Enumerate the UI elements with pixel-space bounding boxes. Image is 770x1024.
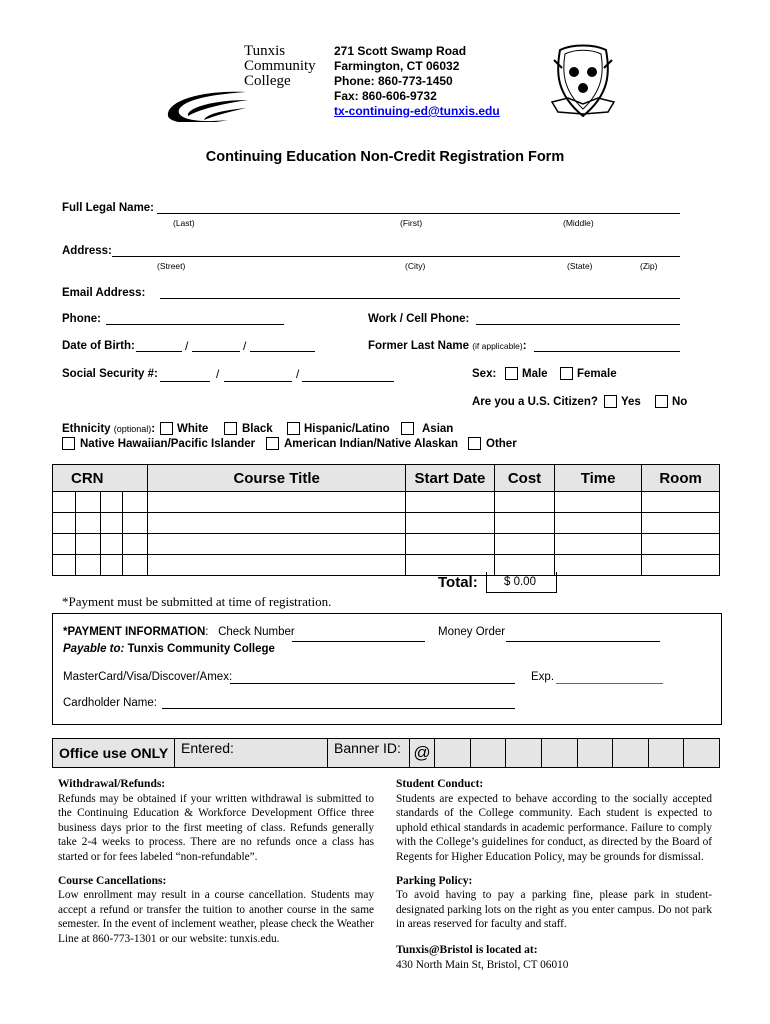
full-name-field[interactable] [157, 213, 680, 214]
phone-label: Phone: [62, 313, 101, 325]
address-label: Address: [62, 245, 112, 257]
payment-info-row: *PAYMENT INFORMATION: Check Number [63, 626, 295, 638]
time-header: Time [555, 465, 642, 492]
dob-separator: / [243, 339, 247, 353]
college-name-line-2: Community [244, 58, 316, 74]
conduct-text: Students are expected to behave according to the socially accepted standards of the College community. Each student is expected to uphold ethical standards in academic performance. Failure to comply with the College’s guidelines for conduct, as directed by the Board of Regents for Higher Education Policy, may be grounds for dismissal. [396, 792, 712, 863]
college-name-line-3: College [244, 73, 291, 89]
payee-name: Tunxis Community College [127, 643, 275, 655]
check-number-field[interactable] [292, 641, 425, 642]
former-name-label: Former Last Name (if applicable): [368, 340, 527, 352]
check-number-label: Check Number [218, 626, 295, 638]
ethnicity-asian-label: Asian [422, 423, 454, 435]
total-label: Total: [438, 574, 478, 591]
address-line: 271 Scott Swamp Road [334, 44, 467, 58]
male-label: Male [522, 368, 548, 380]
banner-digit-box[interactable] [506, 739, 542, 768]
ethnicity-other-checkbox[interactable] [468, 437, 481, 450]
dob-month-field[interactable] [136, 351, 182, 352]
ethnicity-black-checkbox[interactable] [224, 422, 237, 435]
total-amount: $ 0.00 [504, 576, 536, 588]
office-use-label: Office use ONLY [53, 739, 175, 768]
citizen-yes-label: Yes [621, 396, 641, 408]
crn-header: CRN [53, 465, 148, 492]
if-applicable-note: (if applicable) [472, 341, 523, 351]
banner-digit-box[interactable] [577, 739, 613, 768]
ethnicity-hawaiian-label: Native Hawaiian/Pacific Islander [80, 438, 256, 450]
ethnicity-text: Ethnicity [62, 423, 111, 435]
policies-right [396, 777, 712, 972]
ethnicity-native-checkbox[interactable] [266, 437, 279, 450]
ssn-part-2-field[interactable] [224, 381, 292, 382]
male-checkbox[interactable] [505, 367, 518, 380]
payment-info-label: *PAYMENT INFORMATION [63, 626, 206, 638]
email-link[interactable]: tx-continuing-ed@tunxis.edu [334, 104, 500, 118]
phone-line: Phone: 860-773-1450 [334, 74, 453, 88]
parking-title: Parking Policy: [396, 874, 473, 887]
banner-digit-box[interactable] [613, 739, 649, 768]
citizen-yes-checkbox[interactable] [604, 395, 617, 408]
work-phone-field[interactable] [476, 324, 680, 325]
withdrawal-text: Refunds may be obtained if your written withdrawal is submitted to the Continuing Education & Workforce Development Office three business days prior to the first meeting of class. Refunds generally take 2-4 weeks to process. There are no refunds once a class has started or for fees labeled “non-refundable”. [58, 792, 374, 863]
table-row[interactable] [53, 555, 720, 576]
ssn-separator: / [296, 367, 300, 381]
course-table [52, 464, 720, 576]
ethnicity-native-label: American Indian/Native Alaskan [284, 438, 459, 450]
former-name-field[interactable] [534, 351, 680, 352]
state-seal-icon [548, 42, 618, 122]
course-table-header [53, 465, 720, 492]
parking-text: To avoid having to pay a parking fine, please park in student-designated parking lots on the right as you enter campus. Do not park in areas reserved for faculty and staff. [396, 889, 712, 931]
ethnicity-asian-checkbox[interactable] [401, 422, 414, 435]
course-title-header: Course Title [148, 465, 406, 492]
policies-left [58, 777, 374, 947]
fax-line: Fax: 860-606-9732 [334, 89, 437, 103]
first-label: (First) [400, 218, 423, 228]
work-phone-label: Work / Cell Phone: [368, 313, 470, 325]
dob-separator: / [185, 339, 189, 353]
ssn-label: Social Security #: [62, 368, 158, 380]
street-label: (Street) [157, 261, 186, 271]
ssn-part-1-field[interactable] [160, 381, 210, 382]
cost-header: Cost [494, 465, 554, 492]
phone-field[interactable] [106, 324, 284, 325]
citizen-no-checkbox[interactable] [655, 395, 668, 408]
ethnicity-white-label: White [177, 423, 209, 435]
middle-label: (Middle) [563, 218, 594, 228]
withdrawal-title: Withdrawal/Refunds: [58, 778, 166, 790]
cards-label: MasterCard/Visa/Discover/Amex: [63, 671, 233, 683]
sex-label: Sex: [472, 368, 497, 380]
former-name-text: Former Last Name [368, 340, 469, 352]
contact-block [334, 44, 500, 119]
ssn-part-3-field[interactable] [302, 381, 394, 382]
full-name-label: Full Legal Name: [62, 202, 155, 214]
banner-digit-box[interactable] [648, 739, 684, 768]
cardholder-field[interactable] [162, 708, 515, 709]
banner-digit-box[interactable] [541, 739, 577, 768]
dob-label: Date of Birth: [62, 340, 135, 352]
table-row[interactable] [53, 534, 720, 555]
female-label: Female [577, 368, 617, 380]
college-logo [158, 40, 328, 122]
conduct-title: Student Conduct: [396, 778, 484, 790]
table-row[interactable] [53, 492, 720, 513]
banner-id-label: Banner ID: [328, 739, 410, 768]
money-order-field[interactable] [506, 641, 660, 642]
ethnicity-other-label: Other [486, 438, 517, 450]
city-line: Farmington, CT 06032 [334, 59, 460, 73]
ethnicity-hispanic-label: Hispanic/Latino [304, 423, 390, 435]
ethnicity-label: Ethnicity (optional): [62, 423, 156, 435]
citizen-no-label: No [672, 396, 688, 408]
bristol-title: Tunxis@Bristol is located at: [396, 943, 538, 956]
ethnicity-white-checkbox[interactable] [160, 422, 173, 435]
money-order-label: Money Order [438, 626, 506, 638]
cancellations-text: Low enrollment may result in a course cancellation. Students may accept a refund or transfer the tuition to another course in the same semester. In the event of inclement weather, please check the Weather Line at 860-773-1301 or our website: tunxis.edu. [58, 889, 374, 945]
banner-digit-box[interactable] [684, 739, 720, 768]
cardholder-label: Cardholder Name: [63, 697, 157, 709]
address-field[interactable] [112, 256, 680, 257]
total-value [486, 572, 557, 593]
college-name-line-1: Tunxis [244, 43, 286, 59]
banner-digit-box[interactable] [470, 739, 506, 768]
email-label: Email Address: [62, 287, 146, 299]
at-symbol: @ [410, 739, 435, 768]
entered-field: Entered: [175, 739, 328, 768]
exp-field[interactable] [556, 683, 663, 684]
last-label: (Last) [173, 218, 195, 228]
exp-label: Exp. [531, 671, 555, 683]
email-field[interactable] [160, 298, 680, 299]
cancellations-title: Course Cancellations: [58, 874, 167, 887]
payable-row [63, 643, 275, 655]
banner-digit-box[interactable] [435, 739, 471, 768]
card-number-field[interactable] [230, 683, 515, 684]
female-checkbox[interactable] [560, 367, 573, 380]
dob-year-field[interactable] [250, 351, 315, 352]
ethnicity-black-label: Black [242, 423, 273, 435]
room-header: Room [642, 465, 720, 492]
start-date-header: Start Date [405, 465, 494, 492]
payment-note: *Payment must be submitted at time of registration. [62, 594, 332, 609]
optional-note: (optional) [113, 424, 152, 434]
ethnicity-hispanic-checkbox[interactable] [287, 422, 300, 435]
table-row[interactable] [53, 513, 720, 534]
zip-label: (Zip) [640, 261, 658, 271]
form-title: Continuing Education Non-Credit Registration Form [205, 149, 565, 165]
state-label: (State) [567, 261, 593, 271]
ssn-separator: / [216, 367, 220, 381]
citizen-label: Are you a U.S. Citizen? [472, 396, 598, 408]
bristol-address: 430 North Main St, Bristol, CT 06010 [396, 958, 569, 971]
ethnicity-hawaiian-checkbox[interactable] [62, 437, 75, 450]
city-label: (City) [405, 261, 426, 271]
office-use-table [52, 738, 720, 768]
dob-day-field[interactable] [192, 351, 240, 352]
payable-to-label: Payable to: [63, 643, 125, 655]
